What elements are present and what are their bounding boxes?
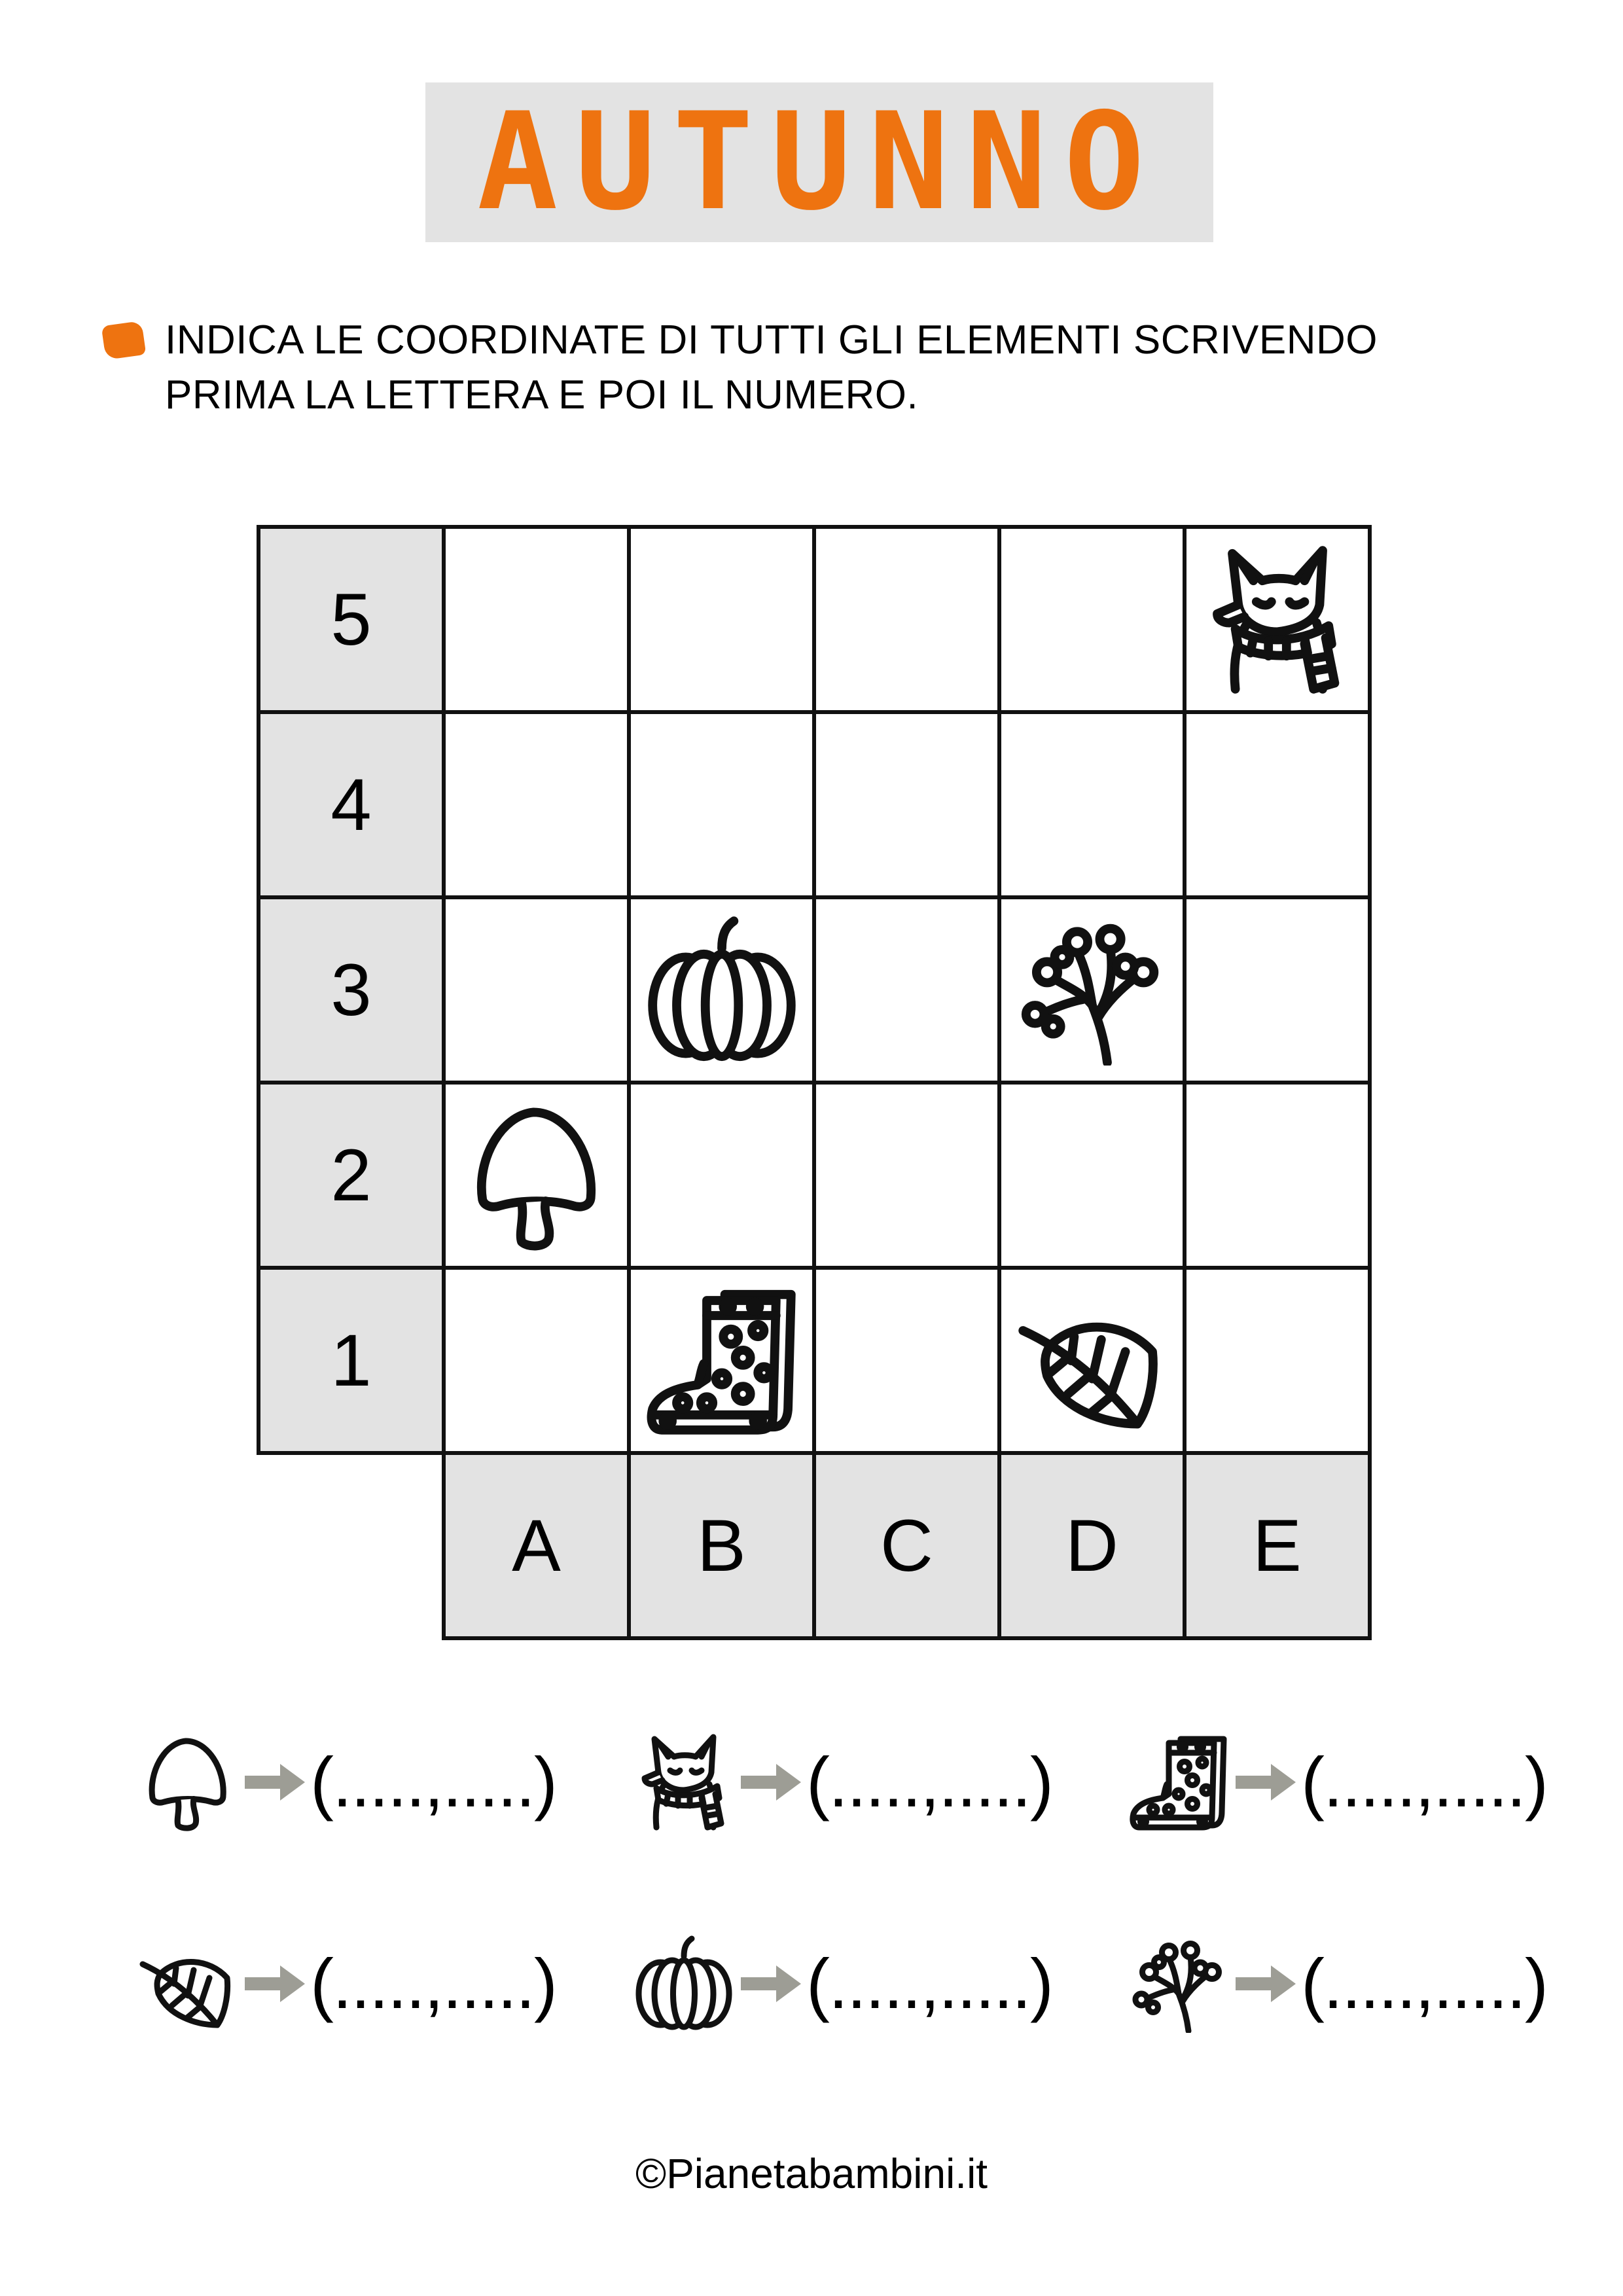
- leaf-icon: [139, 1935, 237, 2033]
- answer-item: [635, 1733, 1052, 1831]
- boots-icon: [647, 1285, 797, 1436]
- grid-cell-C4: [812, 710, 1001, 899]
- page-title: AUTUNNO: [477, 84, 1162, 240]
- instruction: [165, 313, 1378, 423]
- column-label-E: E: [1183, 1451, 1372, 1640]
- grid-cell-D1: [997, 1266, 1186, 1455]
- grid-cell-E3: [1183, 895, 1372, 1085]
- instruction-line-1: INDICA LE COORDINATE DI TUTTI GLI ELEMENTI SCRIVENDO: [165, 317, 1378, 363]
- arrow-icon: [243, 1763, 306, 1802]
- grid-cell-C5: [812, 525, 1001, 714]
- berry-branch-icon: [1017, 915, 1168, 1066]
- column-label-A: A: [442, 1451, 631, 1640]
- title-banner: [425, 82, 1213, 242]
- grid-cell-C2: [812, 1081, 1001, 1270]
- grid-cell-D3: [997, 895, 1186, 1085]
- row-label-1: 1: [257, 1266, 446, 1455]
- column-label-C: C: [812, 1451, 1001, 1640]
- instruction-line-2: PRIMA LA LETTERA E POI IL NUMERO.: [165, 372, 919, 418]
- grid-cell-A2: [442, 1081, 631, 1270]
- arrow-icon: [740, 1964, 802, 2003]
- answer-blank[interactable]: (.....,.....): [310, 1944, 556, 2023]
- answer-item: [1130, 1733, 1547, 1831]
- fox-icon: [635, 1733, 733, 1831]
- grid-cell-E1: [1183, 1266, 1372, 1455]
- pumpkin-icon: [635, 1935, 733, 2033]
- grid-cell-A1: [442, 1266, 631, 1455]
- arrow-icon: [1234, 1763, 1297, 1802]
- grid-cell-E5: [1183, 525, 1372, 714]
- grid-cell-C1: [812, 1266, 1001, 1455]
- answer-item: [635, 1935, 1052, 2033]
- grid-cell-E4: [1183, 710, 1372, 899]
- grid-cell-B4: [627, 710, 816, 899]
- grid-cell-B3: [627, 895, 816, 1085]
- grid-cell-D5: [997, 525, 1186, 714]
- berry-branch-icon: [1130, 1935, 1228, 2033]
- arrow-icon: [243, 1964, 306, 2003]
- mushroom-icon: [139, 1733, 237, 1831]
- bullet-icon: [101, 321, 147, 360]
- answer-blank[interactable]: (.....,.....): [310, 1742, 556, 1821]
- row-label-4: 4: [257, 710, 446, 899]
- grid-cell-B2: [627, 1081, 816, 1270]
- answer-blank[interactable]: (.....,.....): [1301, 1944, 1547, 2023]
- grid-cell-D2: [997, 1081, 1186, 1270]
- grid-cell-B1: [627, 1266, 816, 1455]
- boots-icon: [1130, 1733, 1228, 1831]
- mushroom-icon: [461, 1100, 612, 1251]
- column-label-B: B: [627, 1451, 816, 1640]
- leaf-icon: [1017, 1285, 1168, 1436]
- grid-cell-B5: [627, 525, 816, 714]
- grid-cell-D4: [997, 710, 1186, 899]
- pumpkin-icon: [647, 915, 797, 1066]
- answer-blank[interactable]: (.....,.....): [1301, 1742, 1547, 1821]
- arrow-icon: [740, 1763, 802, 1802]
- grid-cell-A5: [442, 525, 631, 714]
- grid-cell-A3: [442, 895, 631, 1085]
- answer-blank[interactable]: (.....,.....): [806, 1742, 1052, 1821]
- column-label-D: D: [997, 1451, 1186, 1640]
- row-label-2: 2: [257, 1081, 446, 1270]
- fox-icon: [1202, 545, 1353, 695]
- grid-cell-C3: [812, 895, 1001, 1085]
- footer-credit: ©Pianetabambini.it: [635, 2150, 988, 2197]
- grid-cell-A4: [442, 710, 631, 899]
- grid-cell-E2: [1183, 1081, 1372, 1270]
- row-label-3: 3: [257, 895, 446, 1085]
- row-label-5: 5: [257, 525, 446, 714]
- answer-item: [139, 1935, 556, 2033]
- answer-blank[interactable]: (.....,.....): [806, 1944, 1052, 2023]
- arrow-icon: [1234, 1964, 1297, 2003]
- answer-item: [1130, 1935, 1547, 2033]
- answer-item: [139, 1733, 556, 1831]
